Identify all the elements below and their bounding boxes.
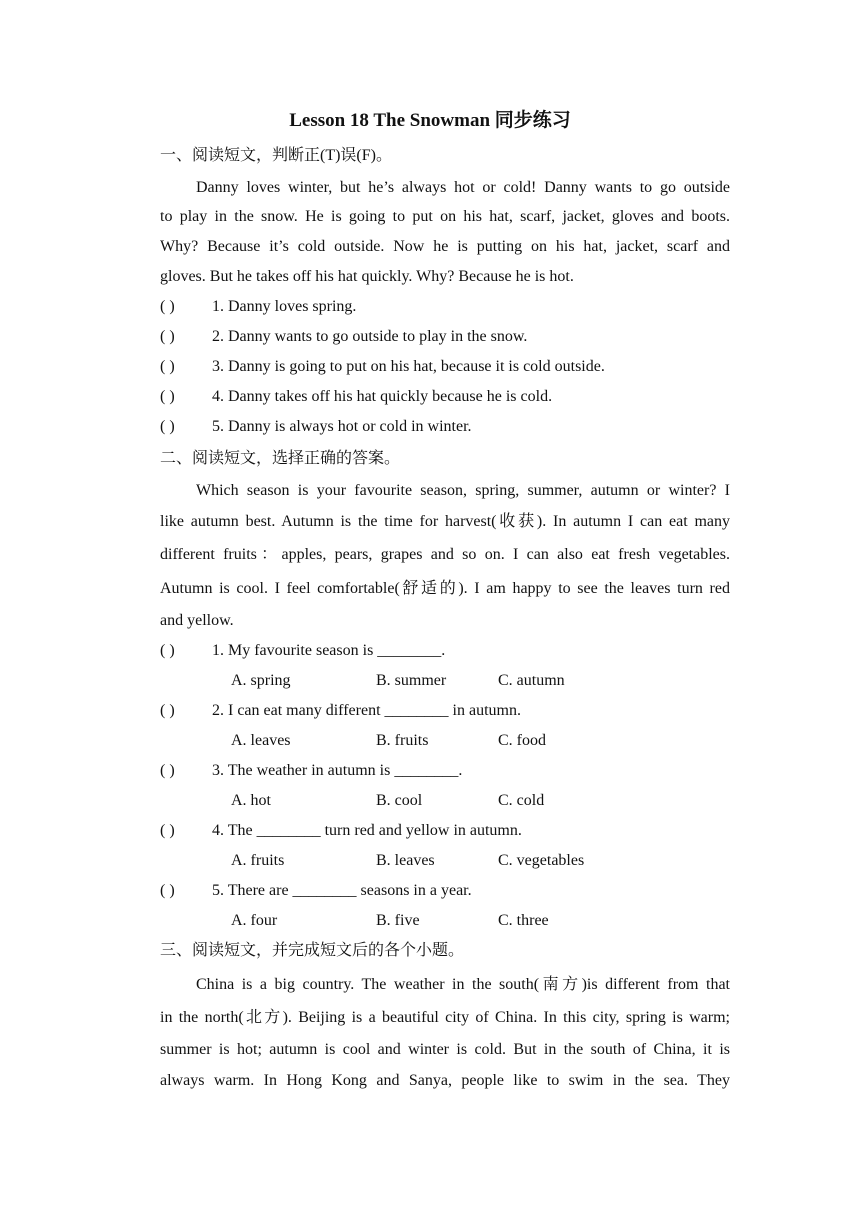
- page-title: Lesson 18 The Snowman 同步练习: [289, 110, 571, 131]
- passage-2-line-5: and yellow.: [160, 612, 234, 629]
- option-b: B. cool: [376, 792, 423, 809]
- passage-1-line-1: Danny loves winter, but he’s always hot or cold! Danny wants to go outside: [196, 179, 730, 196]
- passage-1-line-3: Why? Because it’s cold outside. Now he is putting on his hat, jacket, scarf and: [160, 238, 730, 255]
- section-1-heading: 一、阅读短文，判断正(T)误(F)。: [160, 147, 392, 164]
- answer-blank[interactable]: ( ): [160, 328, 175, 345]
- option-b: B. summer: [376, 672, 447, 689]
- question-text: 1. My favourite season is ________.: [212, 642, 446, 659]
- passage-2-line-1: Which season is your favourite season, spring, summer, autumn or winter? I: [196, 482, 730, 499]
- question-text: 2. Danny wants to go outside to play in the snow.: [212, 328, 528, 345]
- answer-blank[interactable]: ( ): [160, 882, 175, 899]
- answer-blank[interactable]: ( ): [160, 822, 175, 839]
- mc-question-5: [160, 881, 472, 901]
- option-c: C. food: [498, 732, 546, 749]
- question-text: 5. Danny is always hot or cold in winter.: [212, 418, 472, 435]
- answer-blank[interactable]: ( ): [160, 418, 175, 435]
- answer-blank[interactable]: ( ): [160, 298, 175, 315]
- question-text: 2. I can eat many different ________ in autumn.: [212, 702, 521, 719]
- option-c: C. three: [498, 912, 549, 929]
- option-c: C. cold: [498, 792, 545, 809]
- passage-1-line-2: to play in the snow. He is going to put on his hat, scarf, jacket, gloves and boots.: [160, 208, 730, 225]
- tf-question-2: [160, 327, 527, 347]
- mc-question-3: [160, 761, 462, 781]
- option-a: A. spring: [231, 672, 291, 689]
- option-a: A. hot: [231, 792, 271, 809]
- passage-3-line-3: summer is hot; autumn is cool and winter is cold. But in the south of China, it is: [160, 1041, 730, 1058]
- answer-blank[interactable]: ( ): [160, 358, 175, 375]
- passage-3-line-4: always warm. In Hong Kong and Sanya, people like to swim in the sea. They: [160, 1072, 730, 1089]
- answer-blank[interactable]: ( ): [160, 642, 175, 659]
- passage-2-line-3: different fruits：apples, pears, grapes and so on. I can also eat fresh vegetables.: [160, 546, 730, 563]
- mc-question-2: [160, 701, 521, 721]
- question-text: 3. Danny is going to put on his hat, because it is cold outside.: [212, 358, 605, 375]
- tf-question-4: [160, 387, 552, 407]
- mc-question-4: [160, 821, 522, 841]
- question-text: 4. The ________ turn red and yellow in autumn.: [212, 822, 522, 839]
- passage-2-line-4: Autumn is cool. I feel comfortable(舒适的). I am happy to see the leaves turn red: [160, 580, 730, 597]
- question-text: 1. Danny loves spring.: [212, 298, 357, 315]
- question-text: 4. Danny takes off his hat quickly because he is cold.: [212, 388, 553, 405]
- option-b: B. leaves: [376, 852, 435, 869]
- tf-question-3: [160, 357, 605, 377]
- question-text: 5. There are ________ seasons in a year.: [212, 882, 472, 899]
- section-2-heading: 二、阅读短文，选择正确的答案。: [160, 450, 401, 467]
- passage-1-line-4: gloves. But he takes off his hat quickly. Why? Because he is hot.: [160, 268, 574, 285]
- option-a: A. four: [231, 912, 278, 929]
- passage-3-line-1: China is a big country. The weather in the south(南方)is different from that: [196, 976, 730, 993]
- answer-blank[interactable]: ( ): [160, 762, 175, 779]
- option-b: B. fruits: [376, 732, 429, 749]
- answer-blank[interactable]: ( ): [160, 702, 175, 719]
- tf-question-1: [160, 297, 356, 317]
- section-3-heading: 三、阅读短文，并完成短文后的各个小题。: [160, 942, 465, 959]
- option-c: C. vegetables: [498, 852, 585, 869]
- tf-question-5: [160, 417, 472, 437]
- option-c: C. autumn: [498, 672, 565, 689]
- answer-blank[interactable]: ( ): [160, 388, 175, 405]
- passage-3-line-2: in the north(北方). Beijing is a beautiful city of China. In this city, spring is warm;: [160, 1009, 730, 1026]
- passage-2-line-2: like autumn best. Autumn is the time for harvest(收获). In autumn I can eat many: [160, 513, 730, 530]
- option-b: B. five: [376, 912, 420, 929]
- option-a: A. fruits: [231, 852, 285, 869]
- question-text: 3. The weather in autumn is ________.: [212, 762, 463, 779]
- mc-question-1: [160, 641, 445, 661]
- option-a: A. leaves: [231, 732, 291, 749]
